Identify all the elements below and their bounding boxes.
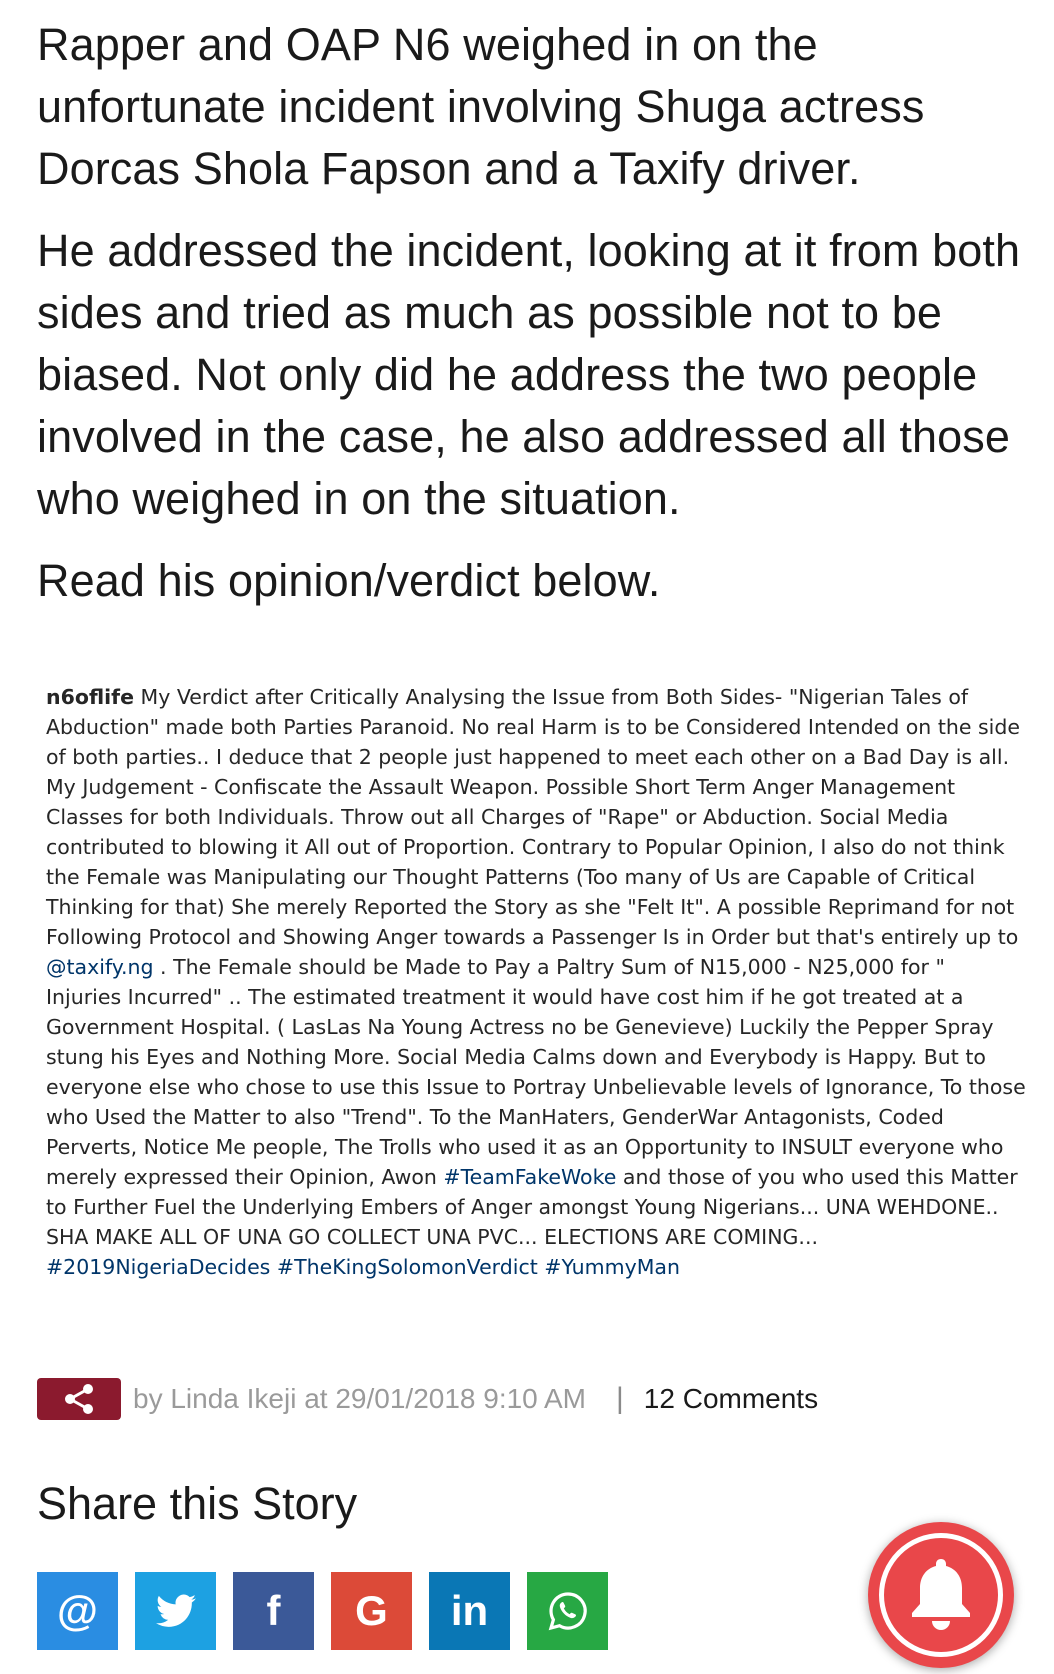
share-google-button[interactable] <box>331 1572 412 1650</box>
share-icon <box>62 1382 96 1416</box>
post-hashtag[interactable]: #2019NigeriaDecides <box>46 1255 271 1279</box>
post-text: My Verdict after Critically Analysing the Issue from Both Sides- "Nigerian Tales of Abduction" made both Parties Paranoid. No real Harm is to be Considered Intended on the side of both parties.. I deduce that 2 people just happened to meet each other on a Bad Day is all. <box>46 685 1020 769</box>
post-paragraph <box>46 682 1026 772</box>
post-text: . The Female should be Made to Pay a Paltry Sum of N15,000 - N25,000 for " Injuries Incurred" .. The estimated treatment it would have cost him if he got treated at a Government Hospital. ( LasLas Na Young Actress no be Genevieve) Luckily the Pepper Spray stung his Eyes and Nothing More. Social Media Calms down and Everybody is Happy. But to everyone else who chose to use this Issue to Portray Unbelievable levels of Ignorance, To those who Used the Matter to also "Trend". To the ManHaters, GenderWar Antagonists, Coded Perverts, Notice Me people, The Trolls who used it as an Opportunity to INSULT everyone who merely expressed their Opinion, Awon <box>46 955 1026 1189</box>
instagram-post-screenshot <box>46 682 1026 1282</box>
article-paragraph: Rapper and OAP N6 weighed in on the unfortunate incident involving Shuga actress Dorcas Shola Fapson and a Taxify driver. <box>37 19 925 194</box>
facebook-icon: f <box>266 1587 281 1634</box>
post-hashtag[interactable]: #TheKingSolomonVerdict <box>276 1255 538 1279</box>
share-section-title: Share this Story <box>37 1478 358 1529</box>
whatsapp-icon <box>547 1590 589 1632</box>
notification-bell-button[interactable] <box>868 1522 1014 1668</box>
post-meta <box>37 1378 818 1420</box>
bell-ring <box>879 1533 1003 1657</box>
post-hashtag[interactable]: #YummyMan <box>544 1255 680 1279</box>
google-icon: G <box>355 1587 388 1634</box>
bell-icon <box>903 1555 979 1635</box>
share-buttons <box>37 1572 608 1650</box>
post-mention[interactable]: @taxify.ng <box>46 955 154 979</box>
twitter-bird-icon <box>156 1594 196 1628</box>
article-paragraph: He addressed the incident, looking at it from both sides and tried as much as possible not to be biased. Not only did he address the two people involved in the case, he also addressed all those who weighed in on the situation. <box>37 225 1021 524</box>
article-paragraph: Read his opinion/verdict below. <box>37 555 661 606</box>
at-icon: @ <box>57 1587 98 1634</box>
post-hashtag[interactable]: #TeamFakeWoke <box>443 1165 617 1189</box>
share-linkedin-button[interactable] <box>429 1572 510 1650</box>
article-body <box>37 14 1027 632</box>
post-paragraph <box>46 772 1026 1282</box>
comments-link[interactable]: 12 Comments <box>643 1383 819 1414</box>
share-button[interactable] <box>37 1378 121 1420</box>
divider: | <box>616 1382 624 1415</box>
byline: by Linda Ikeji at 29/01/2018 9:10 AM <box>133 1383 586 1414</box>
share-facebook-button[interactable] <box>233 1572 314 1650</box>
share-whatsapp-button[interactable] <box>527 1572 608 1650</box>
post-text: and those of you who used this Matter to Further Fuel the Underlying Embers of Anger amongst Young Nigerians... UNA WEHDONE.. SHA MAKE ALL OF UNA GO COLLECT UNA PVC... ELECTIONS ARE COMING... <box>46 1165 1018 1249</box>
linkedin-icon: in <box>450 1587 489 1634</box>
share-email-button[interactable] <box>37 1572 118 1650</box>
share-twitter-button[interactable] <box>135 1572 216 1650</box>
post-text: My Judgement - Confiscate the Assault Weapon. Possible Short Term Anger Management Classes for both Individuals. Throw out all Charges of "Rape" or Abduction. Social Media contributed to blowing it All out of Proportion. Contrary to Popular Opinion, I also do not think the Female was Manipulating our Thought Patterns (Too many of Us are Capable of Critical Thinking for that) She merely Reported the Story as she "Felt It". A possible Reprimand for not Following Protocol and Showing Anger towards a Passenger Is in Order but that's entirely up to <box>46 775 1019 949</box>
post-username[interactable]: n6oflife <box>46 685 134 709</box>
